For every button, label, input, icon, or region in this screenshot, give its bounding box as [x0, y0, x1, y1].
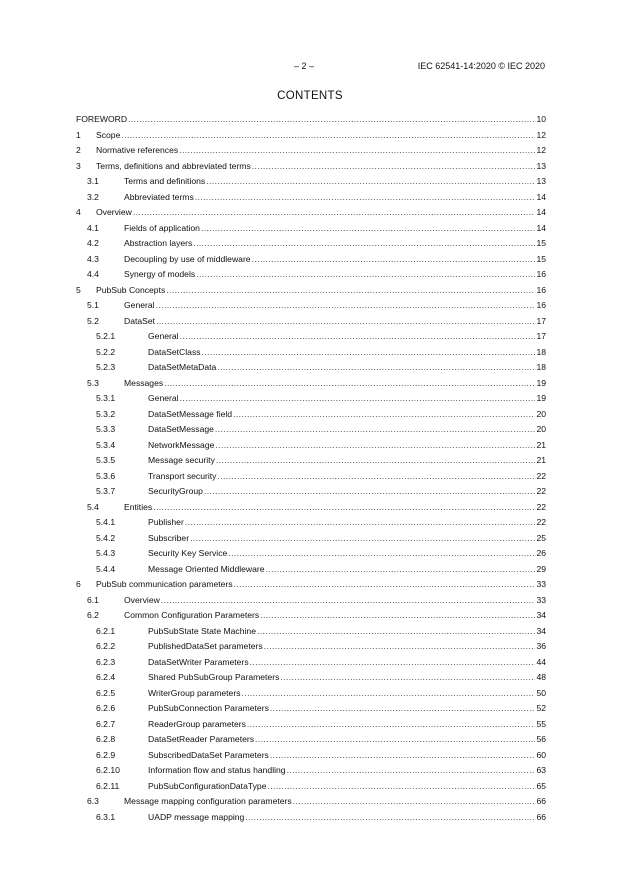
toc-entry[interactable] [76, 593, 546, 609]
toc-entry-page: 18 [536, 362, 546, 372]
toc-entry[interactable] [76, 794, 546, 810]
toc-entry-title: General [124, 300, 155, 310]
toc-entry[interactable] [76, 763, 546, 779]
toc-entry[interactable] [76, 329, 546, 345]
toc-entry-page: 66 [536, 796, 546, 806]
toc-entry-number: 6 [76, 579, 81, 589]
toc-entry[interactable] [76, 748, 546, 764]
toc-entry-number: 5 [76, 284, 81, 295]
toc-dot-leader [280, 670, 535, 686]
toc-dot-leader [166, 283, 535, 299]
toc-dot-leader [293, 794, 536, 810]
toc-entry-number: 5.3.7 [96, 486, 116, 496]
toc-entry-title: Message Oriented Middleware [148, 563, 265, 574]
toc-dot-leader [153, 500, 535, 516]
toc-entry[interactable] [76, 252, 546, 268]
toc-entry-title: Scope [96, 129, 121, 140]
toc-entry-title: Subscriber [148, 532, 190, 543]
toc-dot-leader [228, 546, 535, 562]
toc-entry-number: 6.2.9 [96, 749, 116, 760]
toc-entry-title: DataSetMessage field [148, 408, 233, 419]
toc-entry-page: 13 [536, 176, 546, 186]
toc-entry-number: 5.4.2 [96, 532, 116, 543]
toc-entry-number: 4.1 [87, 222, 99, 233]
toc-dot-leader [201, 221, 535, 237]
toc-entry-page: 66 [536, 811, 546, 822]
toc-entry-page: 65 [536, 780, 546, 791]
toc-entry-number: 2 [76, 145, 81, 155]
toc-entry-number: 5.2.1 [96, 331, 116, 341]
toc-entry[interactable] [76, 236, 546, 252]
toc-dot-leader [266, 562, 536, 578]
toc-entry-page: 21 [536, 439, 546, 450]
toc-entry-page: 17 [536, 315, 546, 326]
toc-dot-leader [234, 577, 536, 593]
toc-entry[interactable] [76, 267, 546, 283]
toc-entry-title: Overview [124, 594, 160, 605]
toc-entry-page: 12 [536, 129, 546, 140]
toc-entry-title: PublishedDataSet parameters [148, 641, 263, 651]
toc-entry-title: Terms and definitions [124, 176, 206, 186]
toc-dot-leader [260, 608, 535, 624]
toc-entry-page: 44 [536, 656, 546, 667]
toc-entry[interactable] [76, 546, 546, 562]
toc-dot-leader [185, 515, 536, 531]
toc-entry-number: 6.3 [87, 796, 99, 806]
toc-entry-number: 5.2.3 [96, 362, 116, 372]
toc-entry-number: 1 [76, 129, 81, 140]
toc-entry-page: 36 [536, 641, 546, 651]
toc-entry-title: WriterGroup parameters [148, 687, 241, 698]
toc-entry-title: FOREWORD [76, 114, 128, 124]
toc-entry-title: Abstraction layers [124, 238, 193, 248]
toc-dot-leader [193, 236, 535, 252]
toc-entry-title: DataSetWriter Parameters [148, 656, 249, 667]
toc-entry-number: 6.2.6 [96, 703, 116, 713]
toc-entry-title: Terms, definitions and abbreviated terms [96, 160, 251, 171]
toc-entry-page: 19 [536, 377, 546, 388]
toc-entry-number: 6.2.10 [96, 765, 120, 775]
toc-entry-page: 15 [536, 253, 546, 264]
toc-entry-page: 33 [536, 594, 546, 605]
toc-entry-title: ReaderGroup parameters [148, 718, 246, 729]
toc-entry-number: 5.3.5 [96, 455, 116, 465]
toc-entry-title: Shared PubSubGroup Parameters [148, 672, 280, 682]
document-id-header: IEC 62541-14:2020 © IEC 2020 [417, 61, 545, 71]
toc-entry-title: General [148, 331, 179, 341]
toc-entry-title: Entities [124, 501, 153, 512]
toc-entry-number: 4.2 [87, 238, 99, 248]
toc-dot-leader [287, 763, 536, 779]
toc-entry[interactable] [76, 670, 546, 686]
toc-entry[interactable] [76, 143, 546, 159]
table-of-contents [76, 112, 546, 825]
toc-entry-title: DataSetClass [148, 346, 201, 357]
toc-dot-leader [216, 453, 536, 469]
toc-entry-page: 14 [536, 191, 546, 202]
toc-entry-number: 6.2 [87, 610, 99, 620]
toc-dot-leader [257, 624, 535, 640]
toc-entry-number: 3.2 [87, 191, 99, 202]
toc-entry-number: 5.3.6 [96, 470, 116, 481]
toc-entry-title: SecurityGroup [148, 486, 203, 496]
toc-entry-title: PubSubConnection Parameters [148, 703, 269, 713]
toc-entry[interactable] [76, 701, 546, 717]
toc-entry-number: 5.3.1 [96, 393, 116, 403]
toc-entry-number: 6.2.3 [96, 656, 116, 667]
toc-entry-number: 5.4.3 [96, 548, 116, 558]
toc-entry[interactable] [76, 190, 546, 206]
toc-dot-leader [270, 748, 536, 764]
toc-entry-number: 6.2.4 [96, 672, 116, 682]
toc-entry[interactable] [76, 500, 546, 516]
toc-entry[interactable] [76, 779, 546, 795]
toc-entry-title: PubSubConfigurationDataType [148, 780, 267, 791]
toc-entry-number: 5.4 [87, 501, 99, 512]
toc-dot-leader [252, 159, 536, 175]
toc-dot-leader [196, 267, 535, 283]
toc-entry-number: 5.3.4 [96, 439, 116, 450]
toc-entry-title: PubSubState State Machine [148, 625, 256, 636]
toc-entry-number: 5.3.3 [96, 424, 116, 434]
toc-entry-number: 5.3 [87, 377, 99, 388]
toc-entry-page: 22 [536, 501, 546, 512]
toc-entry-page: 10 [536, 114, 546, 124]
toc-entry-number: 6.2.2 [96, 641, 116, 651]
toc-dot-leader [128, 112, 535, 128]
toc-entry-number: 5.2.2 [96, 346, 116, 357]
toc-entry[interactable] [76, 283, 546, 299]
toc-entry-title: PubSub communication parameters [96, 579, 233, 589]
toc-dot-leader [252, 252, 536, 268]
toc-dot-leader [247, 717, 536, 733]
toc-entry-number: 3.1 [87, 176, 99, 186]
toc-entry-page: 34 [536, 625, 546, 636]
toc-entry[interactable] [76, 376, 546, 392]
toc-entry[interactable] [76, 810, 546, 826]
toc-entry-page: 55 [536, 718, 546, 729]
toc-entry-number: 4.3 [87, 253, 99, 264]
toc-dot-leader [233, 407, 535, 423]
toc-entry-page: 18 [536, 346, 546, 357]
toc-entry-title: Messages [124, 377, 164, 388]
toc-entry-number: 6.3.1 [96, 811, 116, 822]
toc-dot-leader [161, 593, 536, 609]
toc-entry[interactable] [76, 531, 546, 547]
toc-entry-title: Common Configuration Parameters [124, 610, 260, 620]
toc-entry-page: 20 [536, 408, 546, 419]
toc-entry[interactable] [76, 608, 546, 624]
toc-entry[interactable] [76, 112, 546, 128]
toc-entry-title: UADP message mapping [148, 811, 245, 822]
toc-dot-leader [242, 686, 536, 702]
toc-entry-page: 22 [536, 486, 546, 496]
toc-entry-page: 22 [536, 517, 546, 527]
toc-entry-title: Publisher [148, 517, 184, 527]
toc-entry-page: 52 [536, 703, 546, 713]
toc-entry-title: Security Key Service [148, 548, 228, 558]
toc-dot-leader [202, 345, 536, 361]
toc-entry-number: 4.4 [87, 269, 99, 279]
toc-entry-number: 5.4.4 [96, 563, 116, 574]
toc-entry-title: Normative references [96, 145, 179, 155]
toc-entry-page: 12 [536, 145, 546, 155]
toc-entry[interactable] [76, 624, 546, 640]
toc-entry-page: 16 [536, 300, 546, 310]
toc-entry-number: 6.2.7 [96, 718, 116, 729]
toc-dot-leader [195, 190, 536, 206]
toc-entry[interactable] [76, 515, 546, 531]
toc-entry[interactable] [76, 345, 546, 361]
toc-entry-title: Transport security [148, 470, 217, 481]
toc-entry[interactable] [76, 159, 546, 175]
toc-entry-number: 4 [76, 207, 81, 217]
toc-entry-page: 13 [536, 160, 546, 171]
toc-dot-leader [215, 422, 536, 438]
toc-entry-number: 6.2.8 [96, 734, 116, 744]
toc-entry[interactable] [76, 732, 546, 748]
toc-dot-leader [121, 128, 535, 144]
toc-entry-title: DataSetMetaData [148, 362, 217, 372]
toc-entry-number: 5.1 [87, 300, 99, 310]
toc-dot-leader [133, 205, 536, 221]
toc-entry[interactable] [76, 577, 546, 593]
toc-dot-leader [217, 360, 535, 376]
toc-entry-number: 5.2 [87, 315, 99, 326]
toc-entry-number: 5.3.2 [96, 408, 116, 419]
toc-entry[interactable] [76, 453, 546, 469]
toc-entry-page: 34 [536, 610, 546, 620]
toc-dot-leader [156, 298, 536, 314]
toc-entry[interactable] [76, 360, 546, 376]
toc-dot-leader [190, 531, 535, 547]
toc-entry-title: SubscribedDataSet Parameters [148, 749, 269, 760]
toc-entry[interactable] [76, 655, 546, 671]
toc-entry[interactable] [76, 686, 546, 702]
toc-dot-leader [270, 701, 536, 717]
toc-entry-page: 19 [536, 393, 546, 403]
toc-entry-page: 14 [536, 207, 546, 217]
toc-entry[interactable] [76, 639, 546, 655]
toc-dot-leader [255, 732, 535, 748]
toc-entry-page: 56 [536, 734, 546, 744]
toc-entry-page: 33 [536, 579, 546, 589]
toc-entry[interactable] [76, 562, 546, 578]
toc-entry-title: Information flow and status handling [148, 765, 286, 775]
toc-dot-leader [245, 810, 535, 826]
toc-entry-title: Fields of application [124, 222, 200, 233]
toc-dot-leader [156, 314, 535, 330]
toc-entry-title: General [148, 393, 179, 403]
toc-entry-title: Overview [96, 207, 132, 217]
toc-entry-page: 16 [536, 284, 546, 295]
toc-entry[interactable] [76, 422, 546, 438]
toc-entry-title: DataSetReader Parameters [148, 734, 255, 744]
toc-entry[interactable] [76, 205, 546, 221]
toc-entry-number: 6.1 [87, 594, 99, 605]
toc-entry-page: 15 [536, 238, 546, 248]
toc-dot-leader [180, 391, 536, 407]
toc-entry-number: 6.2.11 [96, 780, 120, 791]
toc-entry[interactable] [76, 407, 546, 423]
toc-entry-page: 60 [536, 749, 546, 760]
toc-entry-page: 22 [536, 470, 546, 481]
toc-dot-leader [267, 779, 535, 795]
toc-entry-number: 3 [76, 160, 81, 171]
toc-entry-page: 63 [536, 765, 546, 775]
toc-entry[interactable] [76, 174, 546, 190]
toc-entry-page: 14 [536, 222, 546, 233]
toc-dot-leader [179, 143, 535, 159]
toc-entry-title: NetworkMessage [148, 439, 215, 450]
toc-entry-page: 17 [536, 331, 546, 341]
toc-entry[interactable] [76, 391, 546, 407]
toc-entry-page: 21 [536, 455, 546, 465]
toc-entry-title: Synergy of models [124, 269, 196, 279]
toc-entry[interactable] [76, 438, 546, 454]
toc-dot-leader [217, 469, 535, 485]
toc-dot-leader [164, 376, 535, 392]
toc-entry[interactable] [76, 469, 546, 485]
toc-entry-title: DataSet [124, 315, 156, 326]
toc-entry-title: PubSub Concepts [96, 284, 166, 295]
toc-entry-page: 48 [536, 672, 546, 682]
toc-entry-page: 26 [536, 548, 546, 558]
toc-entry-number: 5.4.1 [96, 517, 116, 527]
page-number-header: – 2 – [294, 61, 315, 71]
toc-entry[interactable] [76, 484, 546, 500]
toc-entry[interactable] [76, 314, 546, 330]
toc-entry[interactable] [76, 221, 546, 237]
toc-entry-page: 50 [536, 687, 546, 698]
toc-entry-title: DataSetMessage [148, 424, 214, 434]
toc-dot-leader [264, 639, 536, 655]
toc-entry-page: 16 [536, 269, 546, 279]
toc-entry-number: 6.2.5 [96, 687, 116, 698]
toc-entry-number: 6.2.1 [96, 625, 116, 636]
toc-entry[interactable] [76, 717, 546, 733]
toc-dot-leader [204, 484, 536, 500]
toc-entry-title: Message security [148, 455, 215, 465]
toc-dot-leader [206, 174, 535, 190]
toc-dot-leader [250, 655, 536, 671]
toc-entry-title: Abbreviated terms [124, 191, 194, 202]
toc-entry-page: 20 [536, 424, 546, 434]
toc-entry-title: Message mapping configuration parameters [124, 796, 292, 806]
toc-entry-page: 29 [536, 563, 546, 574]
toc-entry-title: Decoupling by use of middleware [124, 253, 251, 264]
page-title: CONTENTS [277, 90, 343, 102]
toc-entry[interactable] [76, 128, 546, 144]
toc-entry[interactable] [76, 298, 546, 314]
toc-dot-leader [215, 438, 535, 454]
toc-dot-leader [180, 329, 536, 345]
toc-entry-page: 25 [536, 532, 546, 543]
